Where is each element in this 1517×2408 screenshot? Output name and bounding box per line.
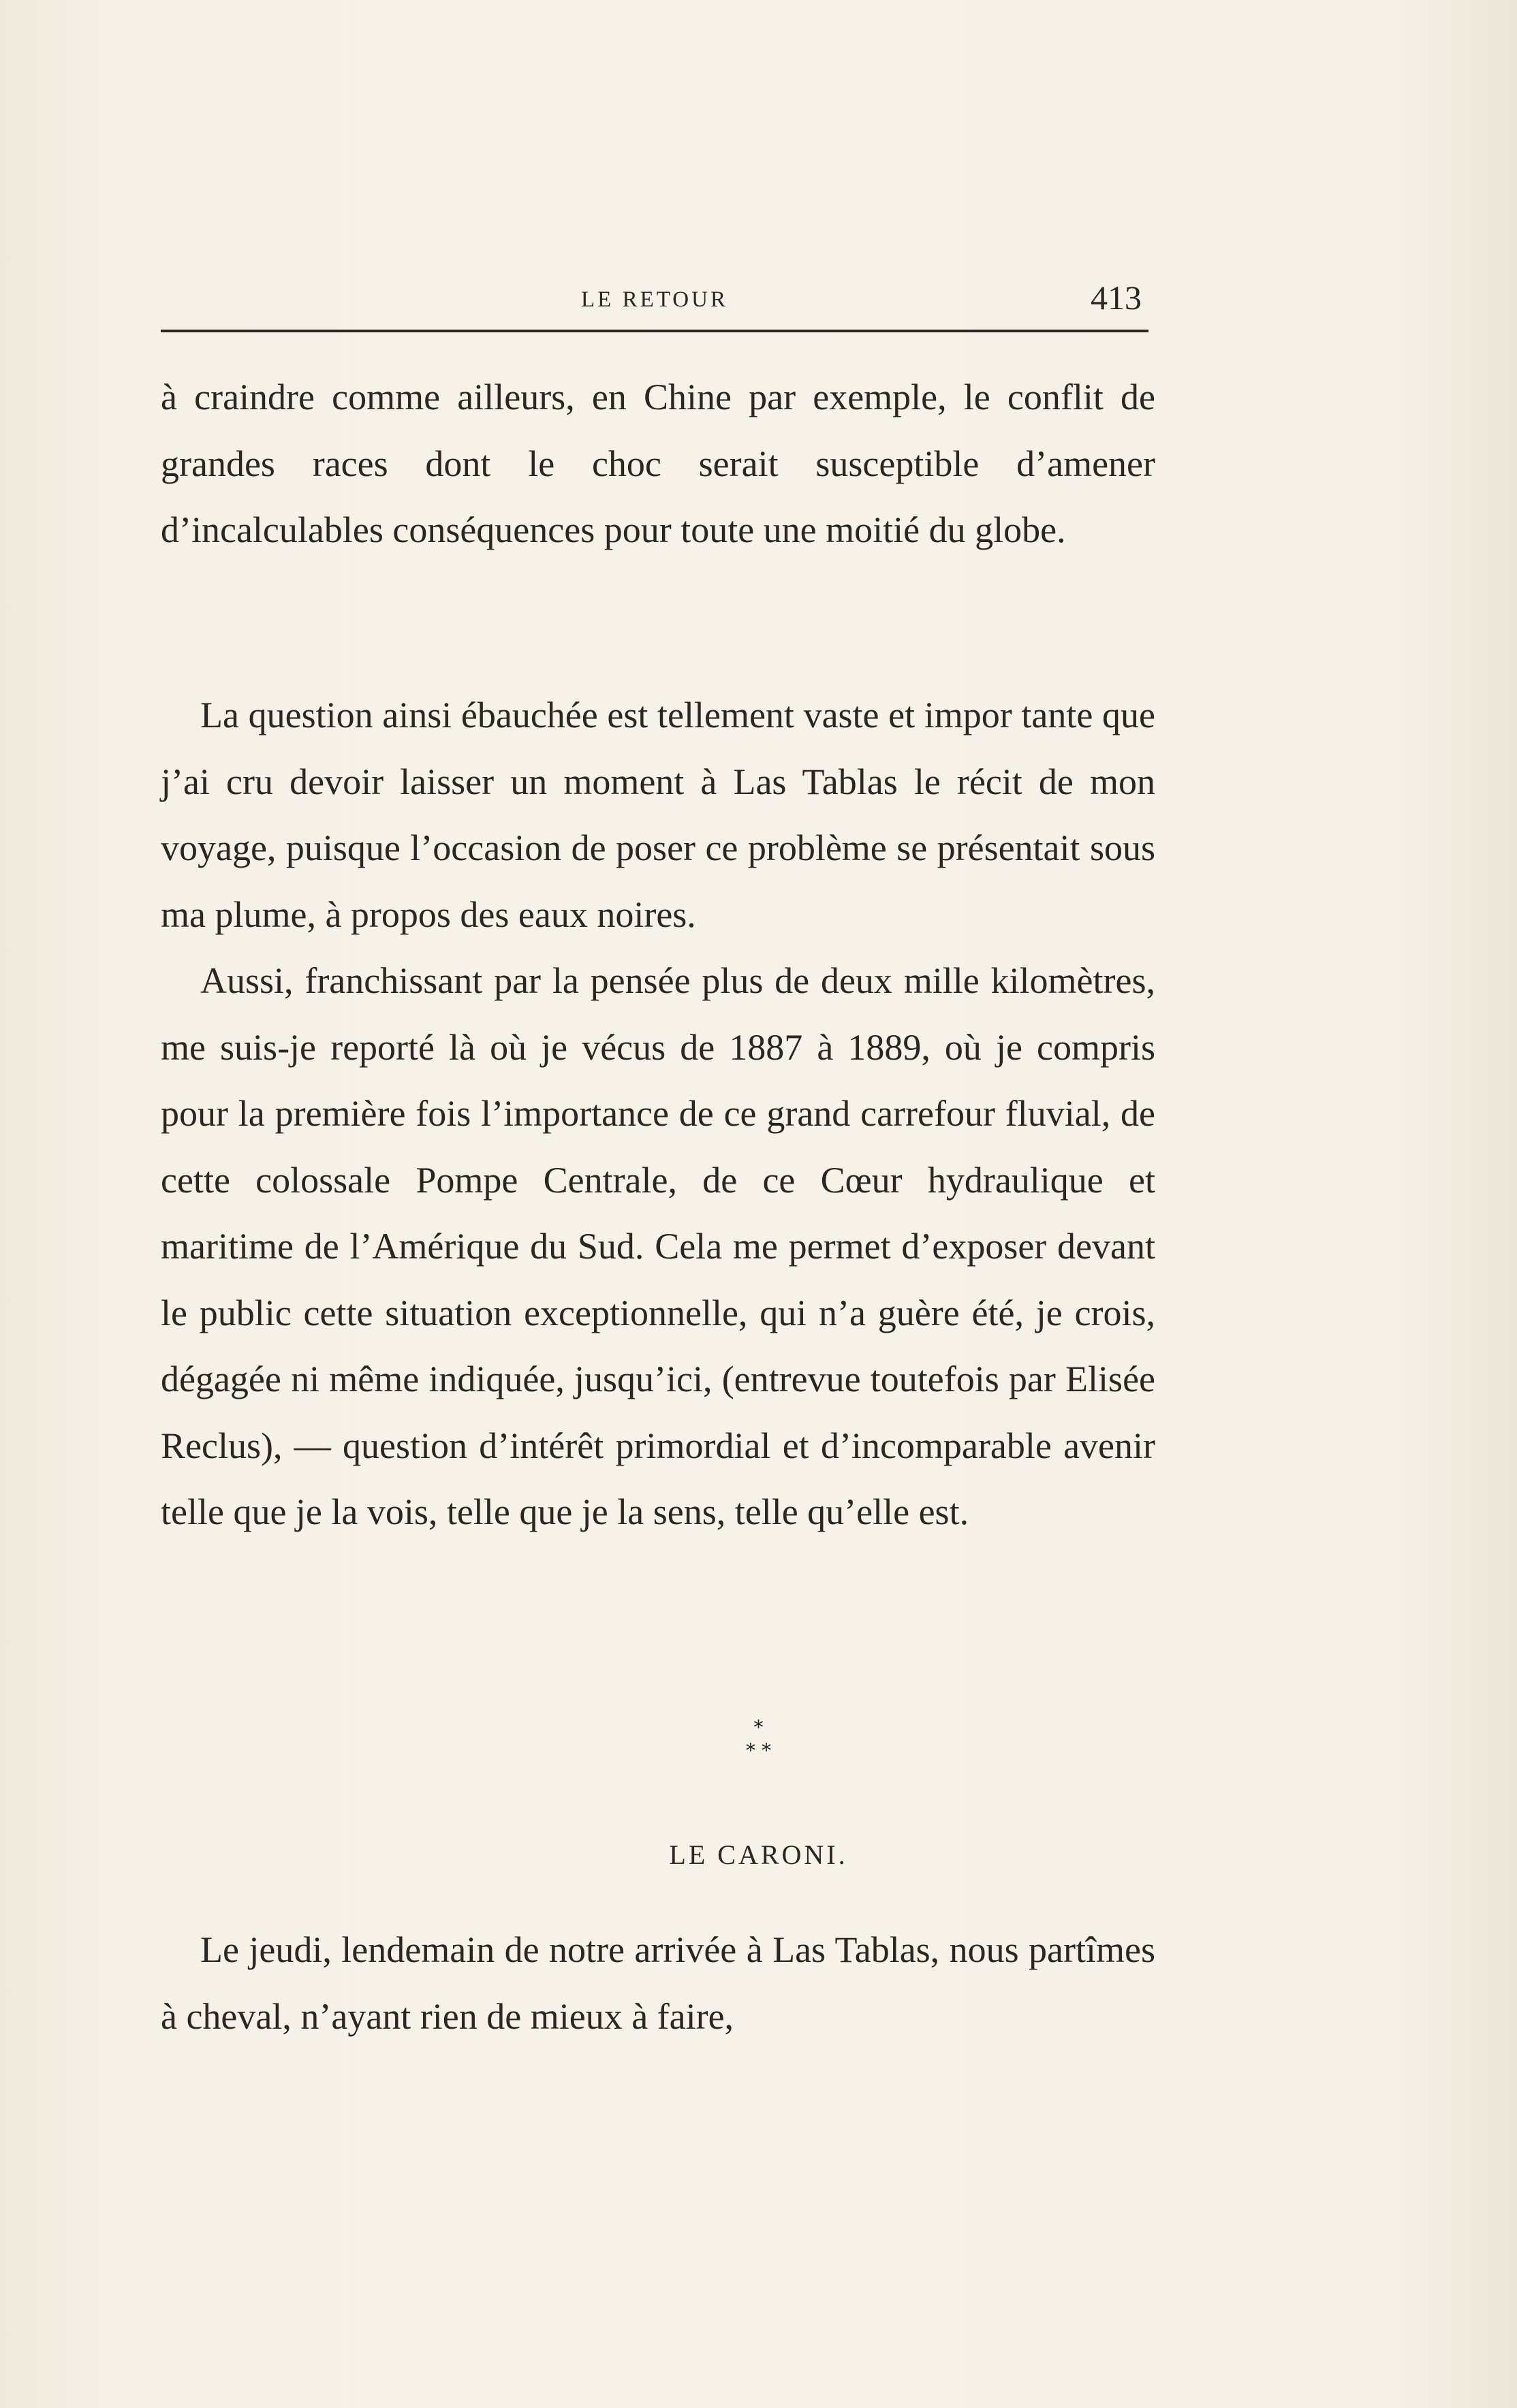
text-block-section — [161, 1917, 1155, 2050]
asterism-top: * — [753, 1716, 764, 1739]
asterism-separator — [0, 1716, 1517, 1762]
paragraph: Le jeudi, lendemain de notre arrivée à Las Tablas, nous partîmes à cheval, n’ayant rien de mieux à faire, — [161, 1929, 1155, 2037]
text-block-main — [161, 682, 1155, 1546]
paragraph: La question ainsi ébauchée est tellement vaste et impor tante que j’ai cru devoir laisser un moment à Las Tablas le récit de mon voyage, puisque l’occasion de poser ce problème se présentait sous ma plume, à propos des eaux noires. — [161, 695, 1155, 935]
page-header — [161, 275, 1148, 323]
asterism-bottom: * * — [746, 1739, 771, 1762]
paragraph: à craindre comme ailleurs, en Chine par exemple, le conflit de grandes races dont le choc serait susceptible d’amener d’incalculables conséquences pour toute une moitié du globe. — [161, 377, 1155, 550]
section-title: LE CARONI. — [669, 1839, 848, 1870]
running-title: LE RETOUR — [581, 287, 728, 312]
page-number: 413 — [1091, 279, 1142, 317]
text-block-continuation — [161, 364, 1155, 564]
paragraph: Aussi, franchissant par la pensée plus de deux mille kilomètres, me suis-je reporté là où je vécus de 1887 à 1889, où je compris pour la première fois l’importance de ce grand carrefour fluvial, de cette colossale Pompe Centrale, de ce Cœur hydraulique et maritime de l’Amérique du Sud. Cela me permet d’exposer devant le public cette situation exceptionnelle, qui n’a guère été, je crois, dégagée ni même indiquée, jusqu’ici, (entrevue toutefois par Elisée Reclus), — question d’intérêt primordial et d’incomparable avenir telle que je la vois, telle que je la sens, telle qu’elle est. — [161, 960, 1155, 1532]
header-rule — [161, 330, 1148, 332]
